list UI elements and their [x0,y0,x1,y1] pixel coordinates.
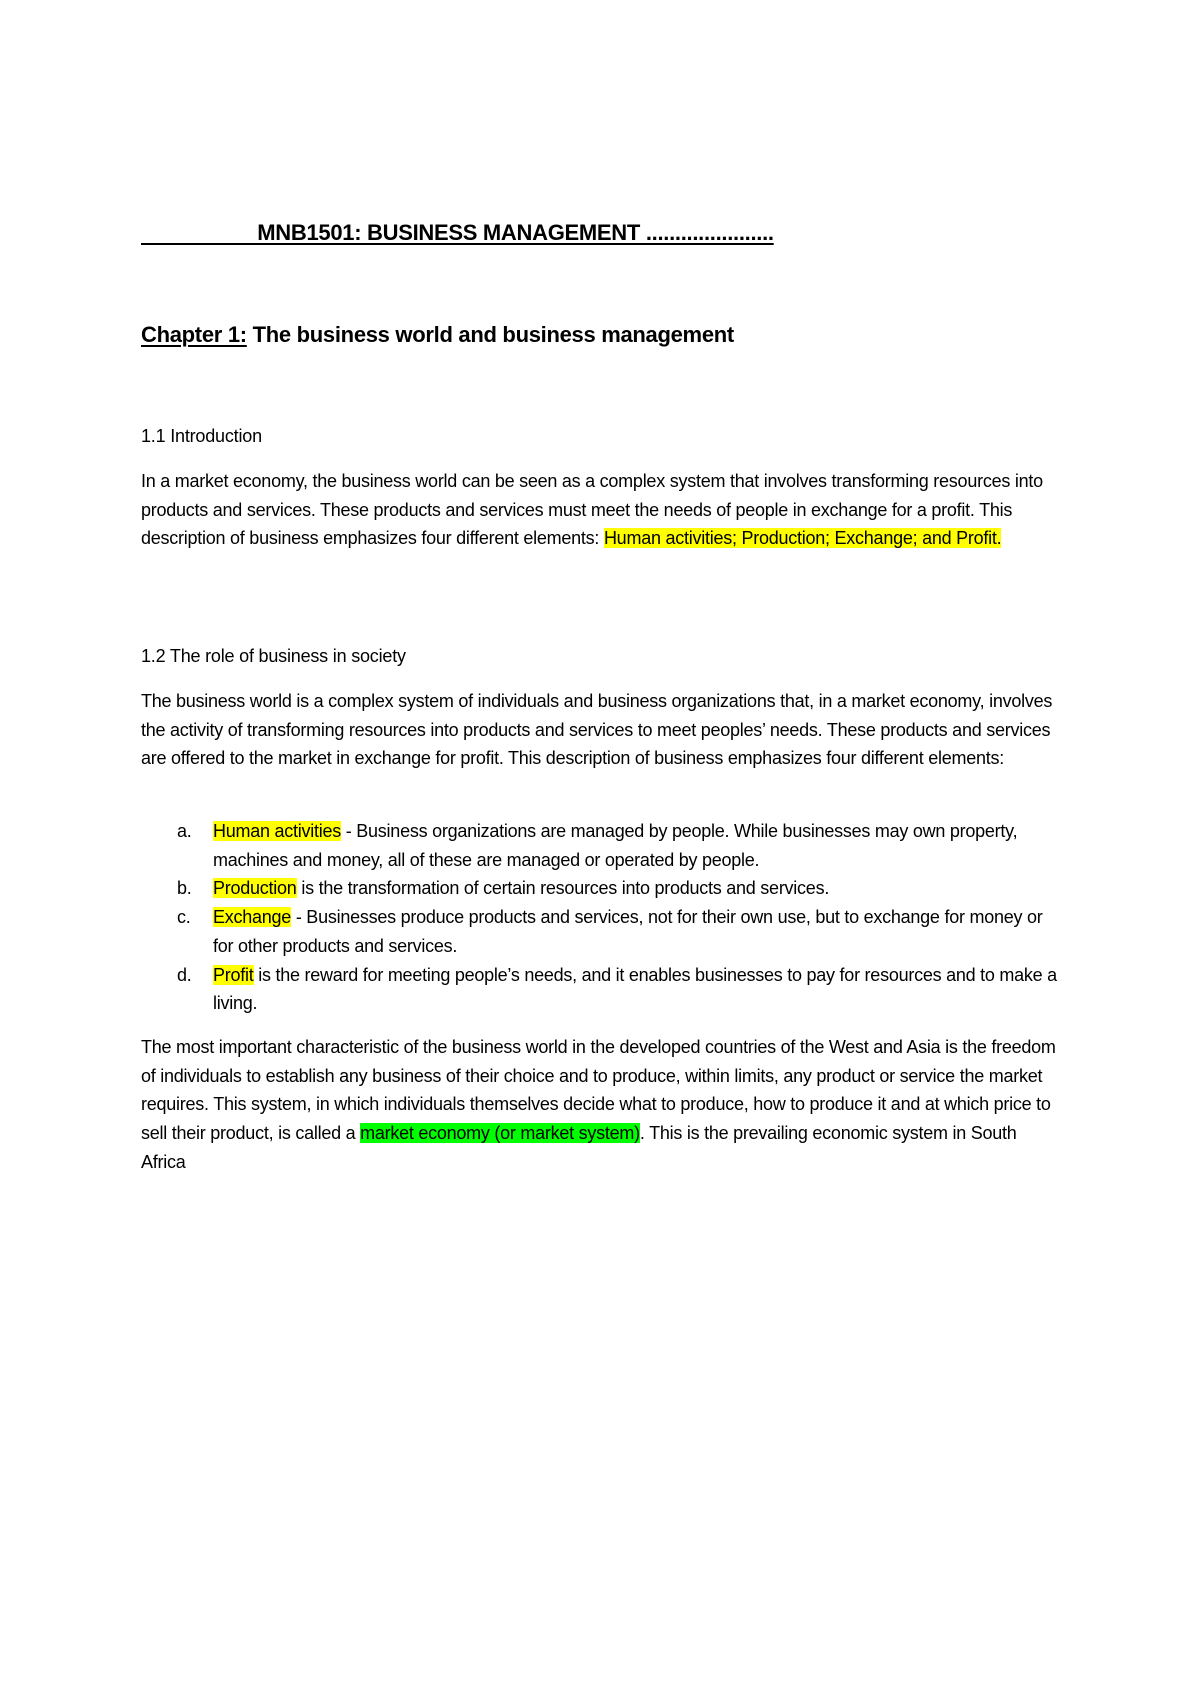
list-term: Exchange [213,907,292,928]
list-marker: d. [177,964,192,985]
list-text: is the reward for meeting people’s needs, and it enables businesses to pay for resources and to make a living. [213,964,1057,1014]
list-term: Production [213,878,297,899]
document-title: MNB1501: BUSINESS MANAGEMENT ...................... [141,220,774,245]
list-item [141,874,1061,903]
list-item [141,903,1061,960]
list-marker: a. [177,821,192,841]
list-marker: b. [177,878,192,899]
list-term: Human activities [213,821,342,841]
introduction-text: In a market economy, the business world can be seen as a complex system that involves transforming resources into products and services. These products and services must meet the needs of people in exchange for a profit. This description of business emphasizes four different elements: [141,471,1043,549]
list-text: - Business organizations are managed by people. While businesses may own property, machines and money, all of these are managed or operated by people. [213,821,1018,870]
elements-list [141,817,1061,1018]
introduction-highlight: Human activities; Production; Exchange; and Profit. [603,528,1002,549]
section-heading-introduction: 1.1 Introduction [141,426,262,446]
closing-paragraph [141,1033,1061,1177]
list-item [141,817,1061,874]
chapter-heading [141,320,734,350]
introduction-paragraph [141,467,1061,553]
closing-text: The most important characteristic of the business world in the developed countries of the West and Asia is the freedom of individuals to establish any business of their choice and to produce, within limits, any product or service the market requires. This system, in which individuals themselves decide what to produce, how to produce it and at which price to sell their product, is called a [141,1037,1056,1144]
role-of-business-intro: The business world is a complex system of individuals and business organizations that, in a market economy, involves the activity of transforming resources into products and services to meet peoples’ needs. These products and services are offered to the market in exchange for profit. This description of business emphasizes four different elements: [141,691,1053,769]
market-economy-highlight: market economy (or market system) [360,1123,640,1144]
chapter-label: Chapter 1: [141,322,247,347]
list-text: - Businesses produce products and services, not for their own use, but to exchange for money or for other products and services. [213,907,1043,956]
list-marker: c. [177,907,191,928]
list-text: is the transformation of certain resources into products and services. [296,878,830,899]
list-item [141,961,1061,1018]
section-heading-role-of-business: 1.2 The role of business in society [141,646,406,666]
closing-text-end: . This is the prevailing economic system in South Africa [141,1123,1017,1172]
list-term: Profit [213,964,254,985]
chapter-title: The business world and business management [246,322,734,347]
